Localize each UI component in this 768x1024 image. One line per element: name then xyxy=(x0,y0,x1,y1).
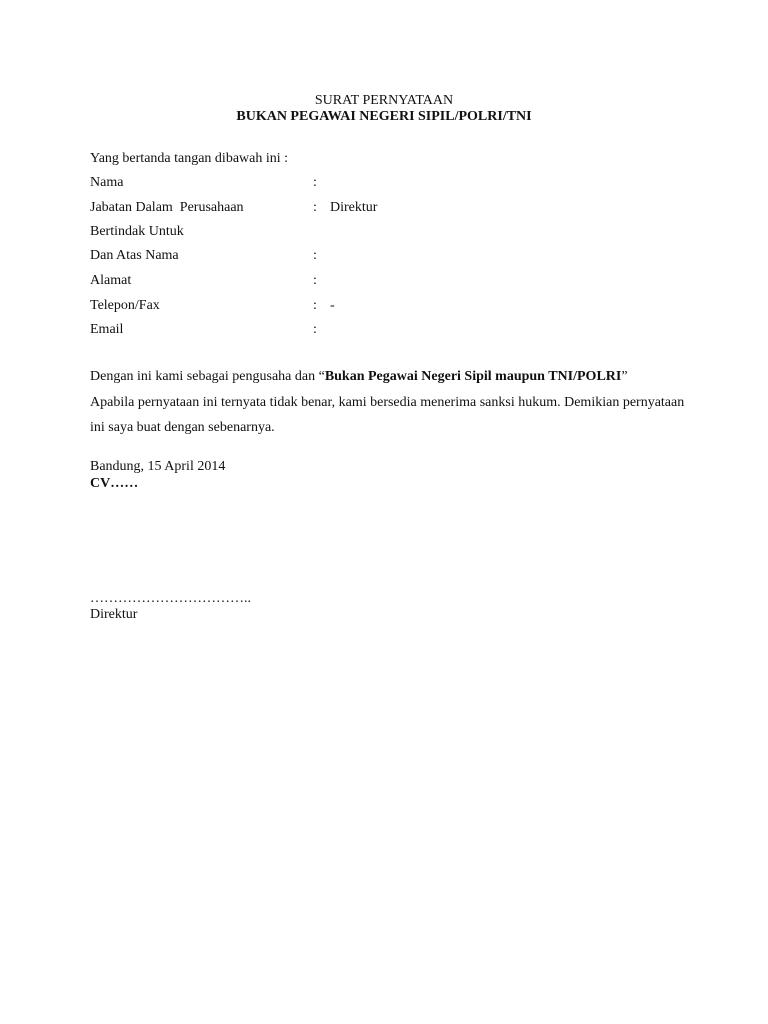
field-row-alamat xyxy=(90,273,690,289)
field-colon: : xyxy=(313,175,317,190)
field-label: Dan Atas Nama xyxy=(90,248,179,263)
field-colon: : xyxy=(313,273,317,288)
field-label: Jabatan Dalam Perusahaan xyxy=(90,200,244,215)
field-row-jabatan xyxy=(90,200,690,216)
statement-line-2: Apabila pernyataan ini ternyata tidak benar, kami bersedia menerima sanksi hukum. Demikian pernyataan xyxy=(90,395,685,410)
field-label: Nama xyxy=(90,175,124,190)
field-colon: : xyxy=(313,200,317,215)
field-row-telepon xyxy=(90,298,690,314)
statement-bold: Bukan Pegawai Negeri Sipil maupun TNI/POLRI xyxy=(324,369,622,384)
field-label: Telepon/Fax xyxy=(90,298,160,313)
field-label: Email xyxy=(90,322,124,337)
field-value: - xyxy=(330,298,335,313)
field-colon: : xyxy=(313,322,317,337)
place-date: Bandung, 15 April 2014 xyxy=(90,459,226,474)
company-name: CV…… xyxy=(90,476,139,491)
field-colon: : xyxy=(313,298,317,313)
document-title: SURAT PERNYATAAN xyxy=(314,93,454,108)
statement-prefix: Dengan ini kami sebagai pengusaha dan “ xyxy=(90,369,325,384)
document-subtitle: BUKAN PEGAWAI NEGERI SIPIL/POLRI/TNI xyxy=(236,109,532,124)
field-label: Bertindak Untuk xyxy=(90,224,184,239)
field-value: Direktur xyxy=(330,200,378,215)
signature-line: …………………………….. xyxy=(90,591,251,606)
statement-line-1 xyxy=(90,369,700,385)
statement-suffix: ” xyxy=(621,369,628,384)
field-label: Alamat xyxy=(90,273,132,288)
field-row-bertindak-untuk xyxy=(90,224,690,240)
signer-role: Direktur xyxy=(90,607,138,622)
field-colon: : xyxy=(313,248,317,263)
field-row-email xyxy=(90,322,690,338)
intro-text: Yang bertanda tangan dibawah ini : xyxy=(90,151,289,166)
statement-line-3: ini saya buat dengan sebenarnya. xyxy=(90,420,275,435)
field-row-atas-nama xyxy=(90,248,690,264)
field-row-nama xyxy=(90,175,690,191)
